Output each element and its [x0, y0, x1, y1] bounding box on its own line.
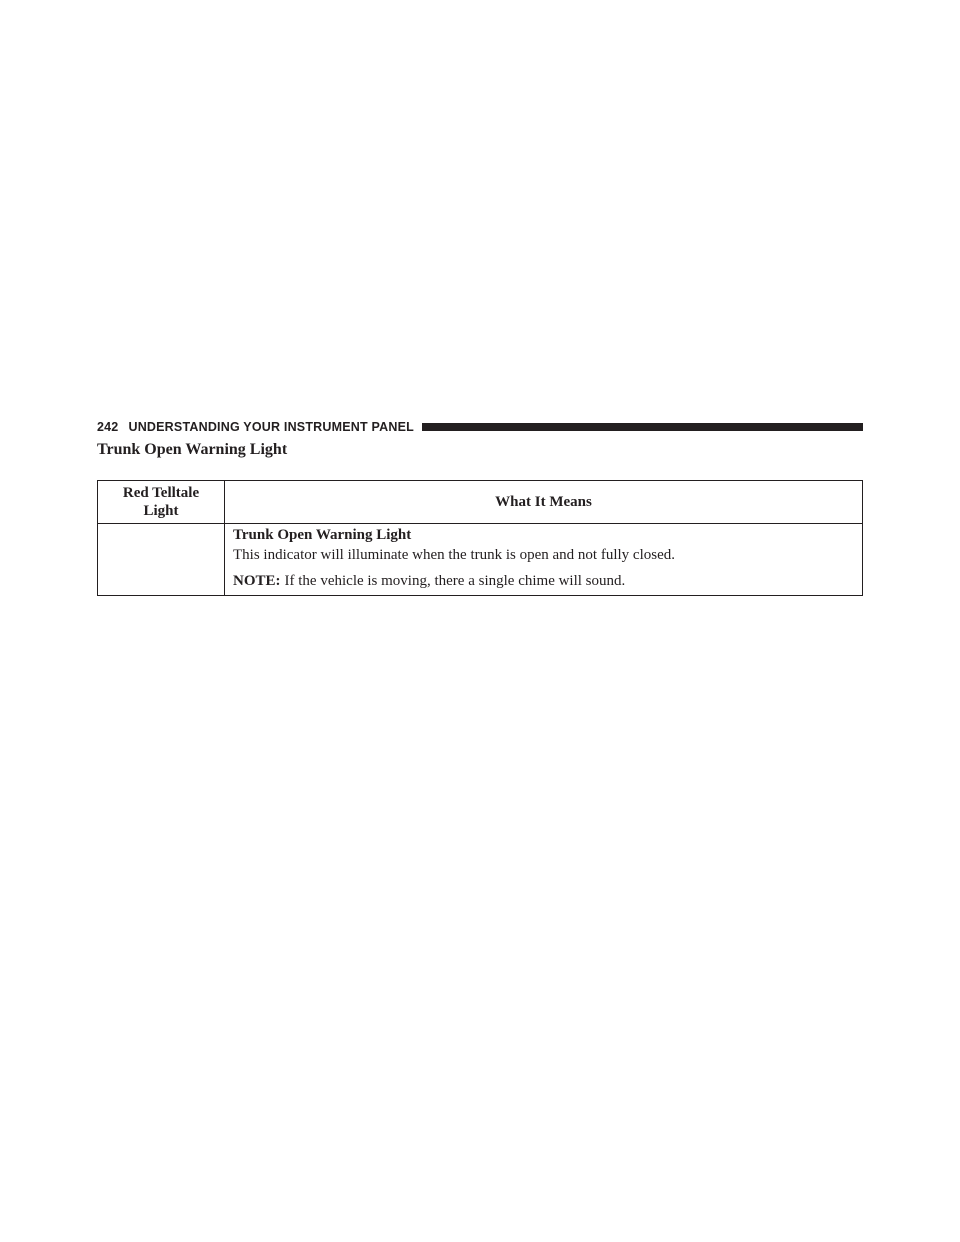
telltale-table: [97, 480, 863, 596]
note-text: If the vehicle is moving, there a single chime will sound.: [284, 573, 626, 589]
table-row: [98, 524, 863, 596]
header-rule: [422, 423, 863, 431]
column-header-red-telltale-light: [98, 481, 225, 524]
column-header-light-line2: Light: [143, 503, 179, 519]
running-header: [97, 418, 863, 436]
column-header-light-line1: Red Telltale: [122, 485, 200, 501]
entry-description: This indicator will illuminate when the trunk is open and not fully closed.: [233, 547, 676, 563]
table-header-row: [98, 481, 863, 524]
entry-note: [233, 571, 856, 591]
column-header-what-it-means: What It Means: [225, 481, 863, 524]
entry-title: Trunk Open Warning Light: [233, 527, 412, 543]
section-title: Trunk Open Warning Light: [97, 441, 288, 458]
chapter-title: UNDERSTANDING YOUR INSTRUMENT PANEL: [128, 420, 414, 434]
telltale-icon-cell: [98, 524, 225, 596]
note-label: NOTE:: [233, 573, 281, 589]
page-number: 242: [97, 420, 119, 434]
meaning-cell: [225, 524, 863, 596]
